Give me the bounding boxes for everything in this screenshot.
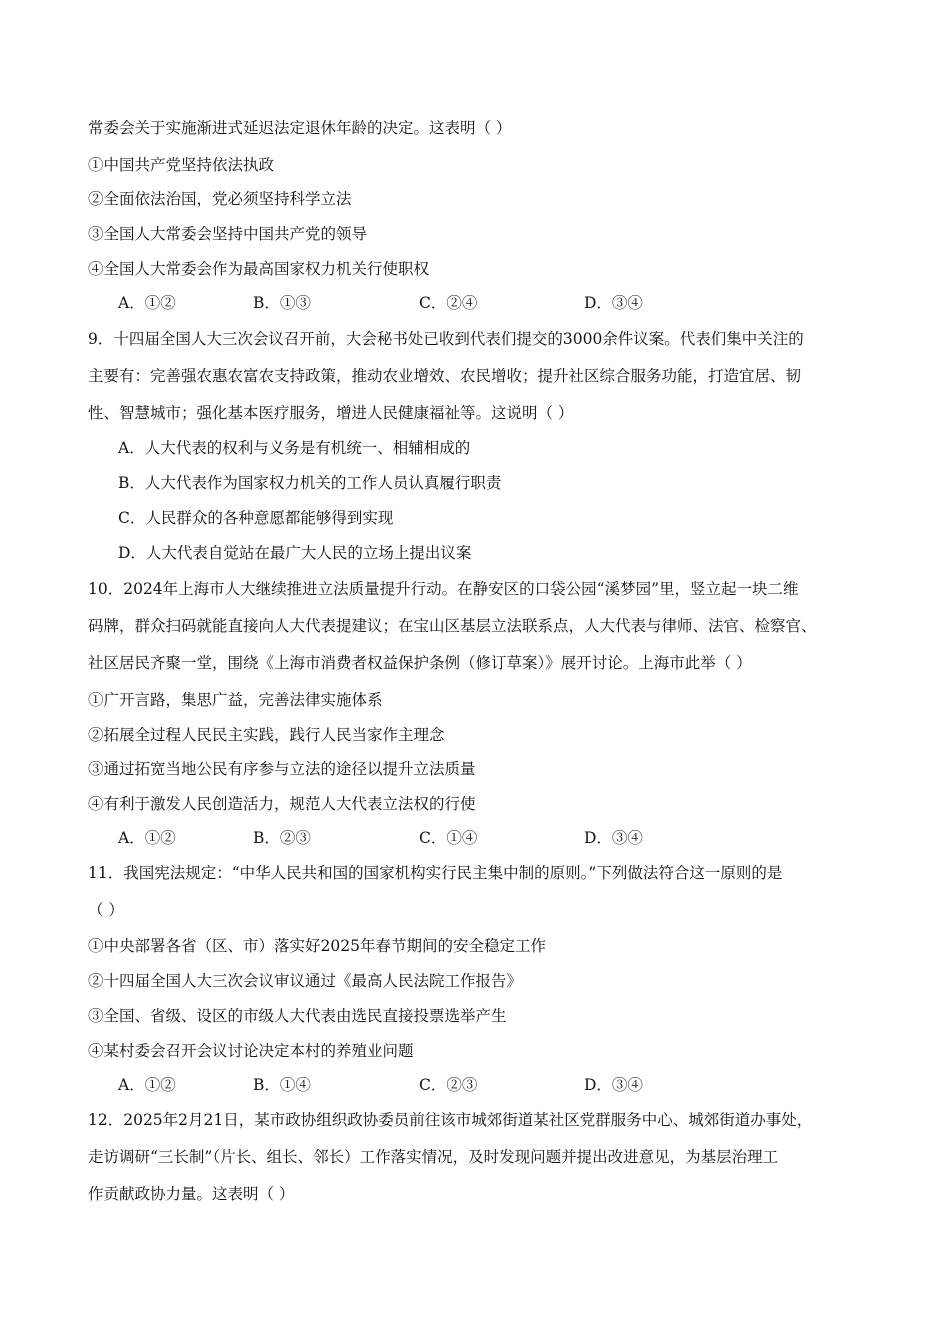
q9-stem-line-3: 性、智慧城市；强化基本医疗服务，增进人民健康福祉等。这说明（ ）	[88, 404, 574, 422]
q10-item-4: ④有利于激发人民创造活力，规范人大代表立法权的行使	[88, 795, 476, 813]
q11-item-1: ①中央部署各省（区、市）落实好2025年春节期间的安全稳定工作	[88, 937, 546, 955]
q12-stem-line-3: 作贡献政协力量。这表明（ ）	[88, 1185, 295, 1203]
q9-option-c[interactable]: C．人民群众的各种意愿都能够得到实现	[118, 509, 394, 527]
q11-item-3: ③全国、省级、设区的市级人大代表由选民直接投票选举产生	[88, 1007, 507, 1025]
q8-option-b[interactable]: B．①③	[253, 294, 311, 312]
q10-item-1: ①广开言路，集思广益，完善法律实施体系	[88, 691, 383, 709]
q9-option-a[interactable]: A．人大代表的权利与义务是有机统一、相辅相成的	[118, 439, 471, 457]
q8-item-2: ②全面依法治国，党必须坚持科学立法	[88, 190, 352, 208]
q11-option-b[interactable]: B．①④	[253, 1076, 311, 1094]
q11-stem-line-1: 11．我国宪法规定：“中华人民共和国的国家机构实行民主集中制的原则。”下列做法符合这一原则的是	[88, 864, 783, 882]
q10-option-d[interactable]: D．③④	[584, 829, 643, 847]
q8-item-4: ④全国人大常委会作为最高国家权力机关行使职权	[88, 260, 430, 278]
q10-option-b[interactable]: B．②③	[253, 829, 311, 847]
q8-option-c[interactable]: C．②④	[419, 294, 478, 312]
q10-option-c[interactable]: C．①④	[419, 829, 478, 847]
q11-option-a[interactable]: A．①②	[118, 1076, 176, 1094]
q9-option-b[interactable]: B．人大代表作为国家权力机关的工作人员认真履行职责	[118, 474, 502, 492]
q8-option-d[interactable]: D．③④	[584, 294, 643, 312]
q11-item-2: ②十四届全国人大三次会议审议通过《最高人民法院工作报告》	[88, 972, 523, 990]
q8-item-1: ①中国共产党坚持依法执政	[88, 156, 275, 174]
q12-stem-line-1: 12．2025年2月21日，某市政协组织政协委员前往该市城郊街道某社区党群服务中心、城郊街道办事处，	[88, 1111, 813, 1129]
q12-stem-line-2: 走访调研“三长制”（片长、组长、邻长）工作落实情况，及时发现问题并提出改进意见，为基层治理工	[88, 1148, 779, 1166]
q10-option-a[interactable]: A．①②	[118, 829, 176, 847]
q8-item-3: ③全国人大常委会坚持中国共产党的领导	[88, 225, 368, 243]
q8-stem-tail: 常委会关于实施渐进式延迟法定退休年龄的决定。这表明（ ）	[88, 119, 512, 137]
q10-stem-line-1: 10．2024年上海市人大继续推进立法质量提升行动。在静安区的口袋公园“溪梦园”里，竖立起一块二维	[88, 580, 799, 598]
q10-stem-line-3: 社区居民齐聚一堂，围绕《上海市消费者权益保护条例（修订草案）》展开讨论。上海市此举（ ）	[88, 654, 752, 672]
q9-stem-line-1: 9．十四届全国人大三次会议召开前，大会秘书处已收到代表们提交的3000余件议案。代表们集中关注的	[88, 330, 804, 348]
q10-stem-line-2: 码牌，群众扫码就能直接向人大代表提建议；在宝山区基层立法联系点，人大代表与律师、法官、检察官、	[88, 617, 817, 635]
q11-option-d[interactable]: D．③④	[584, 1076, 643, 1094]
q11-stem-line-2: （ ）	[88, 901, 124, 919]
q10-item-3: ③通过拓宽当地公民有序参与立法的途径以提升立法质量	[88, 760, 476, 778]
q10-item-2: ②拓展全过程人民民主实践，践行人民当家作主理念	[88, 726, 445, 744]
q11-option-c[interactable]: C．②③	[419, 1076, 478, 1094]
q11-item-4: ④某村委会召开会议讨论决定本村的养殖业问题	[88, 1042, 414, 1060]
q9-stem-line-2: 主要有：完善强农惠农富农支持政策，推动农业增效、农民增收；提升社区综合服务功能，打造宜居、韧	[88, 367, 802, 385]
q9-option-d[interactable]: D．人大代表自觉站在最广大人民的立场上提出议案	[118, 544, 472, 562]
q8-option-a[interactable]: A．①②	[118, 294, 176, 312]
